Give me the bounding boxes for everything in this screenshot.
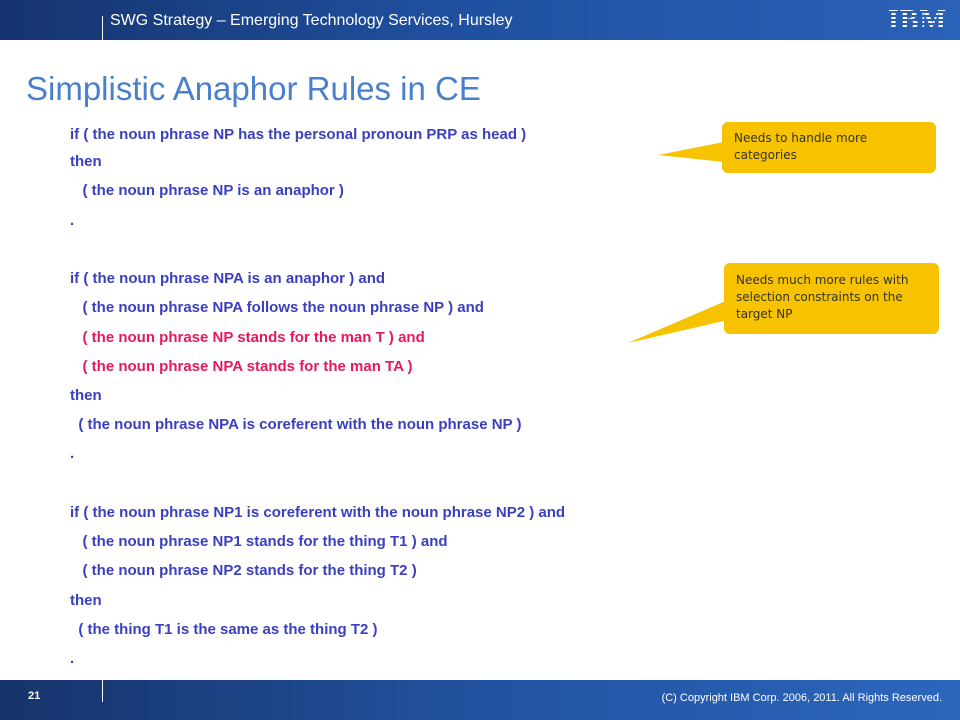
slide-title: Simplistic Anaphor Rules in CE	[26, 70, 481, 107]
rule-line: then	[70, 153, 102, 170]
callout-selection-constraints: Needs much more rules with selection constraints on the target NP	[724, 263, 939, 334]
ibm-logo: IBM	[888, 5, 947, 36]
callout-1-pointer	[658, 142, 724, 162]
rule-line: ( the noun phrase NP2 stands for the thing T2 )	[70, 562, 417, 579]
rule-line: .	[70, 212, 75, 229]
callout-2-pointer	[628, 300, 728, 343]
footer-bar	[0, 680, 960, 720]
rule-line: then	[70, 387, 102, 404]
rule-line: then	[70, 592, 102, 609]
rule-line: if ( the noun phrase NPA is an anaphor ) and	[70, 270, 386, 287]
rule-line: ( the noun phrase NPA follows the noun phrase NP ) and	[70, 299, 484, 316]
callout-categories: Needs to handle more categories	[722, 122, 936, 173]
header-title: SWG Strategy – Emerging Technology Services, Hursley	[110, 12, 513, 29]
rule-line: if ( the noun phrase NP has the personal pronoun PRP as head )	[70, 126, 527, 143]
footer-divider	[102, 680, 103, 702]
rule-line-highlighted: ( the noun phrase NP stands for the man T ) and	[70, 329, 425, 346]
rule-line-highlighted: ( the noun phrase NPA stands for the man TA )	[70, 358, 413, 375]
page-number: 21	[28, 690, 41, 702]
rule-line: ( the noun phrase NP is an anaphor )	[70, 182, 344, 199]
copyright-notice: (C) Copyright IBM Corp. 2006, 2011. All Rights Reserved.	[661, 692, 942, 704]
rule-line: .	[70, 650, 75, 667]
rule-line: .	[70, 445, 75, 462]
rule-line: ( the thing T1 is the same as the thing T2 )	[70, 621, 378, 638]
rule-line: if ( the noun phrase NP1 is coreferent with the noun phrase NP2 ) and	[70, 504, 566, 521]
rule-line: ( the noun phrase NP1 stands for the thing T1 ) and	[70, 533, 448, 550]
rule-line: ( the noun phrase NPA is coreferent with the noun phrase NP )	[70, 416, 522, 433]
